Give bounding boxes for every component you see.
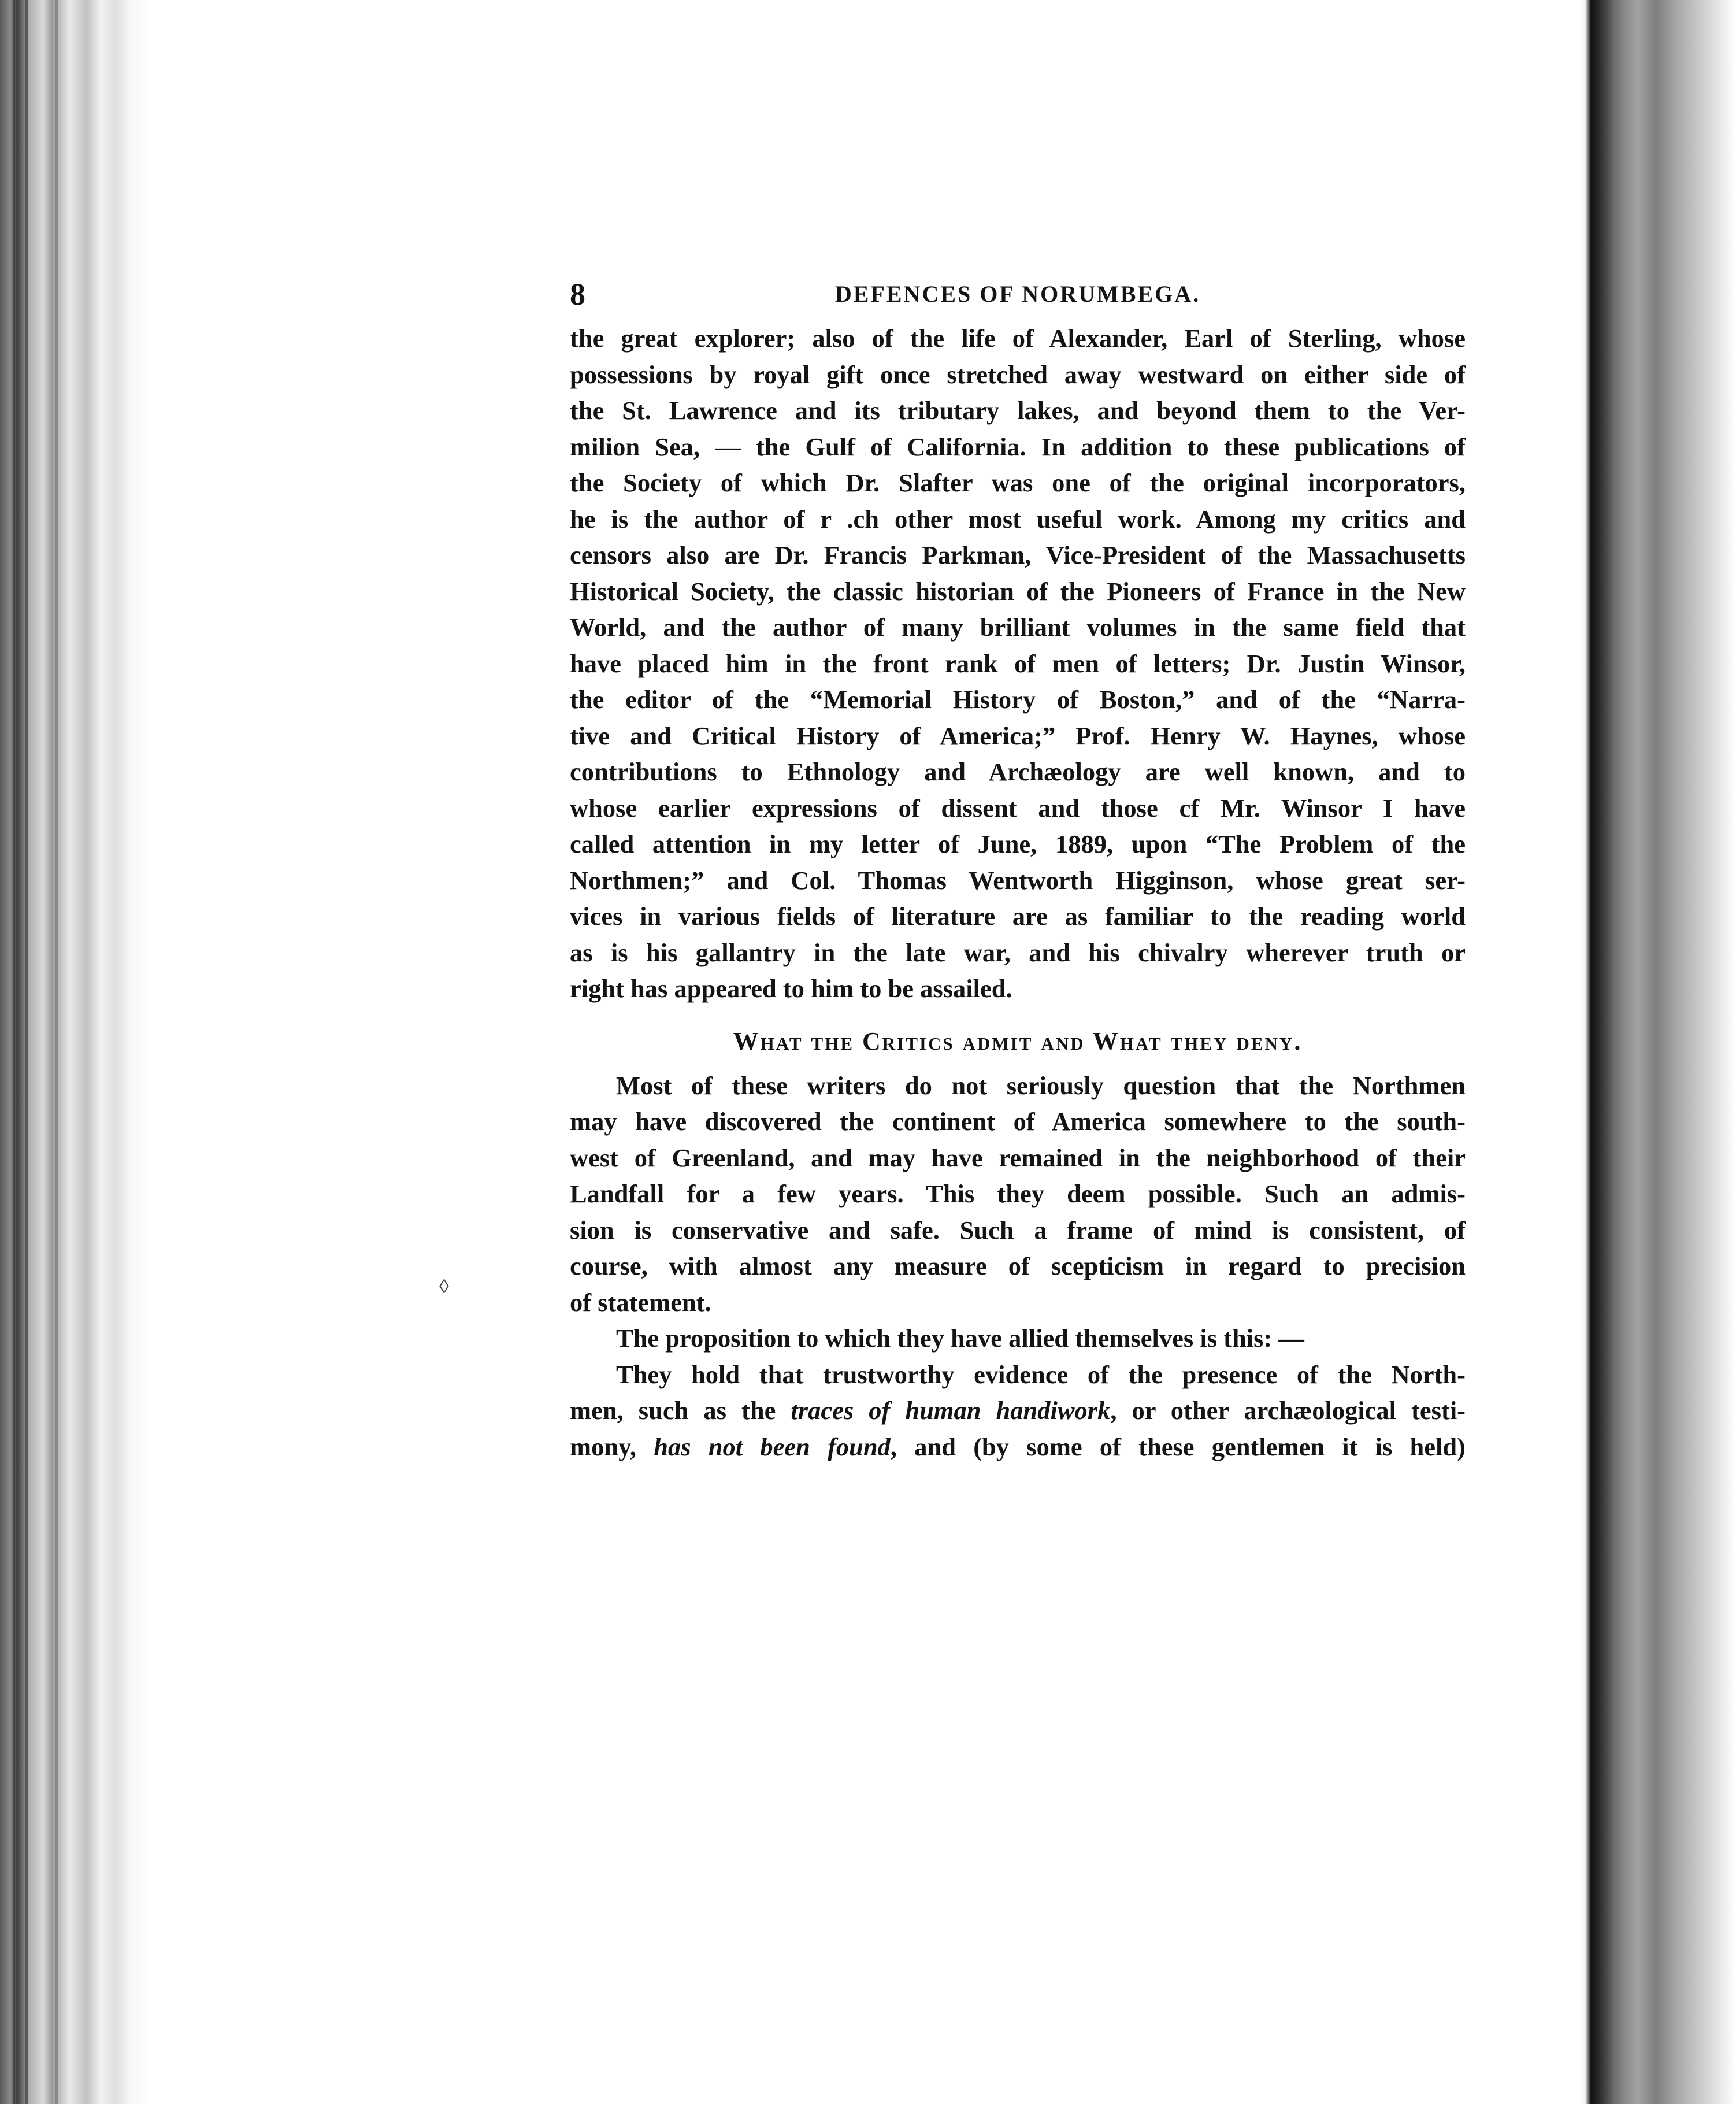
text-line: whose earlier expressions of dissent and those cf Mr. Winsor I have [570, 793, 1466, 823]
text-line: vices in various fields of literature are as familiar to the reading world [570, 902, 1466, 931]
running-title: DEFENCES OF NORUMBEGA. [834, 281, 1201, 307]
page-number: 8 [570, 277, 585, 312]
text-line: milion Sea, — the Gulf of California. In addition to these publications of [570, 432, 1466, 461]
text-line: called attention in my letter of June, 1889, upon “The Problem of the [570, 829, 1466, 858]
text-line: of statement. [570, 1287, 711, 1317]
text-line: he is the author of r .ch other most useful work. Among my critics and [570, 504, 1466, 534]
text-line: Most of these writers do not seriously question that the Northmen [616, 1070, 1466, 1100]
scan-left-edge [0, 0, 151, 2104]
text-line: the great explorer; also of the life of Alexander, Earl of Sterling, whose [570, 324, 1466, 353]
text-line: censors also are Dr. Francis Parkman, Vice-President of the Massachusetts [570, 540, 1466, 569]
text-line: the editor of the “Memorial History of Boston,” and of the “Narra- [570, 685, 1466, 714]
scan-right-edge [1581, 0, 1736, 2104]
paragraph-3 [570, 1320, 1466, 1357]
paragraph-1 [570, 320, 1466, 1007]
text-line: The proposition to which they have allied themselves is this: — [616, 1324, 1304, 1353]
text-line: possessions by royal gift once stretched away westward on either side of [570, 360, 1466, 389]
text-line: Historical Society, the classic historian of the Pioneers of France in the New [570, 576, 1466, 606]
running-head [570, 274, 1466, 314]
text-line [570, 1392, 1466, 1429]
italic-phrase: has not been found [654, 1432, 891, 1461]
text-line: the St. Lawrence and its tributary lakes, and beyond them to the Ver- [570, 396, 1466, 425]
text-run: , and (by some of these gentlemen it is held) [890, 1432, 1466, 1461]
scan-streak [13, 0, 15, 2104]
text-line: sion is conservative and safe. Such a frame of mind is consistent, of [570, 1215, 1466, 1244]
text-line: contributions to Ethnology and Archæology are well known, and to [570, 757, 1466, 786]
scan-streak [25, 0, 28, 2104]
text-line: World, and the author of many brilliant volumes in the same field that [570, 613, 1466, 642]
italic-phrase: traces of human handiwork [791, 1396, 1111, 1425]
text-line: They hold that trustworthy evidence of the presence of the North- [616, 1360, 1466, 1389]
text-line: have placed him in the front rank of men of letters; Dr. Justin Winsor, [570, 649, 1466, 678]
text-line [570, 1429, 1466, 1465]
paragraph-4 [570, 1357, 1466, 1465]
section-heading: What the Critics admit and What they deny. [733, 1027, 1303, 1055]
text-line: may have discovered the continent of America somewhere to the south- [570, 1107, 1466, 1136]
text-line: course, with almost any measure of scepticism in regard to precision [570, 1251, 1466, 1280]
text-run: men, such as the [570, 1396, 791, 1425]
text-line: as is his gallantry in the late war, and his chivalry wherever truth or [570, 938, 1466, 967]
text-line: the Society of which Dr. Slafter was one of the original incorporators, [570, 468, 1466, 497]
margin-speck: ◊ [439, 1276, 449, 1298]
scan-streak [55, 0, 58, 2104]
book-page [570, 274, 1466, 1465]
text-run: , or other archæological testi- [1110, 1396, 1466, 1425]
text-run: mony, [570, 1432, 654, 1461]
text-line: right has appeared to him to be assailed. [570, 974, 1012, 1003]
text-line: Northmen;” and Col. Thomas Wentworth Higginson, whose great ser- [570, 865, 1466, 895]
paragraph-2 [570, 1068, 1466, 1321]
text-line: Landfall for a few years. This they deem possible. Such an admis- [570, 1179, 1466, 1208]
text-line: tive and Critical History of America;” Prof. Henry W. Haynes, whose [570, 721, 1466, 750]
text-line: west of Greenland, and may have remained in the neighborhood of their [570, 1143, 1466, 1172]
